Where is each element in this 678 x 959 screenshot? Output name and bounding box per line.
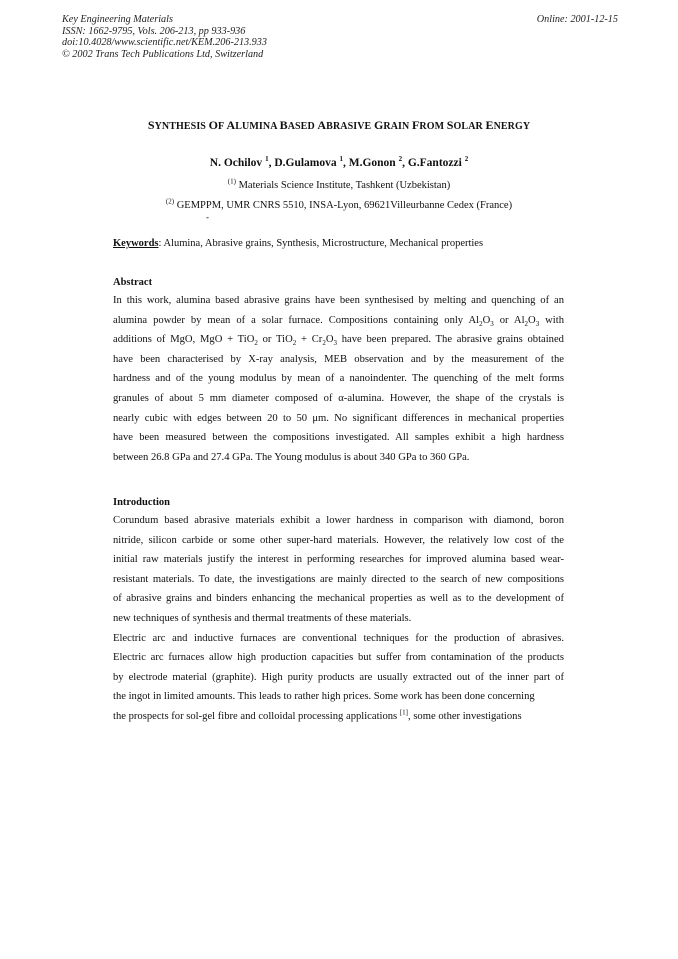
issn-line: ISSN: 1662-9795, Vols. 206-213, pp 933-936 (62, 25, 246, 37)
text-line: the ingot in limited amounts. This leads to rather high prices. Some work has been done concerning (113, 691, 535, 703)
title-word: SOLAR (446, 118, 483, 132)
title-word: ABRASIVE (317, 118, 372, 132)
copyright-line: © 2002 Trans Tech Publications Ltd, Switzerland (62, 48, 264, 60)
author-affiliation-mark: 1 (265, 155, 269, 164)
title-word: ENERGY (485, 118, 531, 132)
title-word: ALUMINA (226, 118, 277, 132)
text-line: Electric arc and inductive furnaces are conventional techniques for the production of abrasives. (113, 632, 564, 644)
affiliation-2 (0, 197, 678, 211)
author-affiliation-mark: 1 (339, 155, 343, 164)
introduction-body (113, 511, 564, 727)
text-line: hardness and of the young modulus by mean of a nanoindenter. The quenching of the melt forms (113, 373, 564, 385)
text-line: of abrasive grains and binders enhancing the mechanical properties as well as to the development of (113, 593, 564, 605)
online-date: Online: 2001-12-15 (536, 14, 618, 25)
keywords-line (113, 238, 483, 249)
journal-header (62, 14, 267, 60)
keywords-text: Alumina, Abrasive grains, Synthesis, Microstructure, Mechanical properties (163, 238, 484, 249)
author-name: G.Fantozzi (407, 157, 465, 169)
text-line: initial raw materials justify the interest in performing researches for improved alumina based wear- (113, 554, 564, 566)
text-line: have been measured between the compositions investigated. All samples exhibit a high hardness (113, 432, 564, 444)
text-line: have been characterised by X-ray analysis, MEB observation and by the measurement of the (113, 353, 564, 365)
text-line: nearly cubic with edges between 20 to 50 μm. No significant differences in mechanical properties (113, 412, 564, 424)
abstract-heading: Abstract (113, 277, 153, 288)
text-line: In this work, alumina based abrasive grains have been synthesised by melting and quenching of an (113, 295, 564, 306)
text-line: alumina powder by mean of a solar furnace. Compositions containing only $Al_2O_3$ or $Al_2O_3$ with (113, 314, 564, 328)
affiliation-text: Materials Science Institute, Tashkent (Uzbekistan) (238, 180, 451, 191)
text-line: between 26.8 GPa and 27.4 GPa. The Young modulus is about 340 GPa to 360 GPa. (113, 451, 470, 463)
stray-mark: - (206, 212, 209, 222)
text-line: resistant materials. To date, the investigations are mainly directed to the search of new compositions (113, 573, 564, 585)
title-word: SYNTHESIS (147, 118, 206, 132)
text-line: the prospects for sol-gel fibre and colloidal processing applications [1], some other investigations (113, 708, 522, 722)
author-name: D.Gulamova (274, 157, 340, 169)
journal-name: Key Engineering Materials (62, 14, 173, 25)
title-word: FROM (411, 118, 445, 132)
text-line: by electrode material (graphite). High purity products are usually extracted out of the inner part of (113, 671, 564, 683)
keywords-colon: : (158, 238, 164, 249)
text-line: Corundum based abrasive materials exhibit a lower hardness in comparison with diamond, boron (113, 515, 564, 526)
keywords-label: Keywords (113, 238, 159, 249)
doi-line: doi:10.4028/www.scientific.net/KEM.206-213.933 (62, 37, 267, 48)
text-line: nitride, silicon carbide or some other super-hard materials. However, the relatively low cost of the (113, 534, 564, 546)
text-line: new techniques of synthesis and thermal treatments of these materials. (113, 612, 412, 624)
text-line: additions of MgO, MgO + TiO$_2$ or $TiO_2 + Cr_2O_3$ have been prepared. The abrasive grains obtained (113, 334, 564, 348)
affiliation-mark: (1) (227, 177, 236, 186)
author-affiliation-mark: 2 (398, 155, 403, 164)
abstract-body (113, 291, 564, 467)
title-word: OF (208, 118, 224, 132)
affiliation-1 (0, 177, 678, 191)
text-line: Electric arc furnaces allow high production capacities but suffer from contamination of the products (113, 652, 564, 664)
title-word: GRAIN (373, 118, 410, 132)
citation-mark: [1] (399, 708, 409, 717)
text-line: granules of about 5 mm diameter composed of α-alumina. However, the shape of the crystals is (113, 392, 564, 404)
title-word: BASED (279, 118, 315, 132)
author-list: N. Ochilov $^1$, D.Gulamova $^1$, M.Gonon $^2$, G.Fantozzi $^2$ (209, 155, 469, 169)
affiliation-mark: (2) (165, 197, 175, 206)
paper-title (0, 118, 678, 133)
author-affiliation-mark: 2 (464, 155, 469, 164)
author-name: M.Gonon (348, 157, 399, 169)
introduction-heading: Introduction (113, 497, 170, 508)
affiliation-text: GEMPPM, UMR CNRS 5510, INSA-Lyon, 69621Villeurbanne Cedex (France) (176, 200, 513, 211)
author-name: N. Ochilov (209, 157, 266, 169)
